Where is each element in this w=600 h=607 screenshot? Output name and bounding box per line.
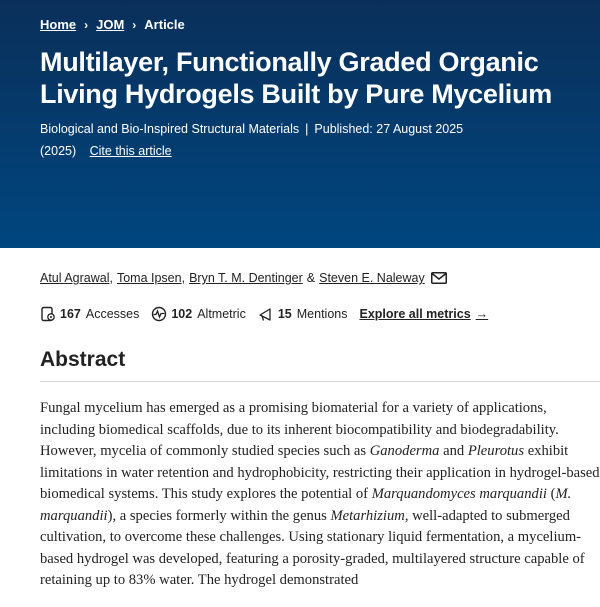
abstract-text-part: Fungal mycelium has emerged as a promising biomaterial for a variety of applications, including biomedical scaffolds, due to its inherent biocompatibility and biodegradability. However, mycelia of commonly studied species such as xyxy=(40,400,559,459)
arrow-right-icon: → xyxy=(475,307,489,321)
species-name: Pleurotus xyxy=(467,443,525,459)
megaphone-icon xyxy=(258,306,274,322)
section-divider xyxy=(40,381,600,382)
meta-divider: | xyxy=(305,122,309,136)
breadcrumb-journal-link[interactable]: JOM xyxy=(96,17,125,32)
accesses-metric xyxy=(40,306,139,322)
accesses-count: 167 xyxy=(60,307,81,321)
author-separator: , xyxy=(109,271,113,285)
cite-article-link[interactable]: Cite this article xyxy=(89,144,172,158)
author-list xyxy=(40,271,447,285)
abstract-text-part: and xyxy=(439,443,468,459)
altmetric-label: Altmetric xyxy=(197,307,246,321)
mentions-label: Mentions xyxy=(296,307,348,321)
breadcrumb-home-link[interactable]: Home xyxy=(40,17,77,32)
article-meta xyxy=(40,118,463,162)
author-link[interactable]: Bryn T. M. Dentinger xyxy=(189,271,303,285)
mentions-metric xyxy=(258,306,348,322)
accesses-label: Accesses xyxy=(85,307,140,321)
altmetric-metric xyxy=(151,306,245,322)
author-separator: , xyxy=(181,271,186,285)
breadcrumb-current: Article xyxy=(144,17,185,32)
abstract-text-part: ( xyxy=(546,486,556,502)
author-link[interactable]: Toma Ipsen xyxy=(116,271,182,285)
genus-name: Metarhizium xyxy=(330,507,405,524)
species-name: M. marquandii xyxy=(40,486,572,524)
author-link[interactable]: Atul Agrawal xyxy=(40,271,110,285)
article-title-line2: Living Hydrogels Built by Pure Mycelium xyxy=(40,79,552,109)
abstract-heading: Abstract xyxy=(40,348,126,371)
breadcrumb xyxy=(40,17,185,32)
article-year: (2025) xyxy=(40,144,77,158)
abstract-text-part: , well-adapted to submerged cultivation, to overcome these challenges. Using stationary liquid fermentation, a mycelium-based hydrogel was developed, featuring a porosity-graded, multilayered structure capable of retaining up to 83% water. The hydrogel demonstrated xyxy=(40,507,585,588)
altmetric-count: 102 xyxy=(171,307,193,321)
chevron-right-icon: › xyxy=(132,17,137,32)
article-title-line1: Multilayer, Functionally Graded Organic xyxy=(40,47,539,77)
mentions-count: 15 xyxy=(277,307,292,321)
abstract-text-part: exhibit limitations in water retention and hydrophobicity, restricting their application in hydrogel-based biomedical systems. This study explores the potential of xyxy=(40,443,600,502)
metrics-bar xyxy=(40,306,488,322)
abstract-text-part: ), a species formerly within the genus xyxy=(107,507,331,524)
published-date: Published: 27 August 2025 xyxy=(314,122,464,136)
chevron-right-icon: › xyxy=(84,17,89,32)
email-icon[interactable] xyxy=(431,272,447,284)
author-separator: & xyxy=(306,271,316,285)
altmetric-icon xyxy=(151,306,167,322)
abstract-text xyxy=(40,398,600,592)
article-header xyxy=(0,0,600,248)
accesses-icon xyxy=(40,306,56,322)
explore-metrics-link[interactable] xyxy=(359,307,488,321)
explore-metrics-label: Explore all metrics xyxy=(359,307,471,321)
article-title xyxy=(40,46,580,110)
species-name: Ganoderma xyxy=(369,443,440,459)
author-link[interactable]: Steven E. Naleway xyxy=(319,271,425,285)
species-name: Marquandomyces marquandii xyxy=(371,486,547,502)
article-section: Biological and Bio-Inspired Structural Materials xyxy=(40,122,300,136)
